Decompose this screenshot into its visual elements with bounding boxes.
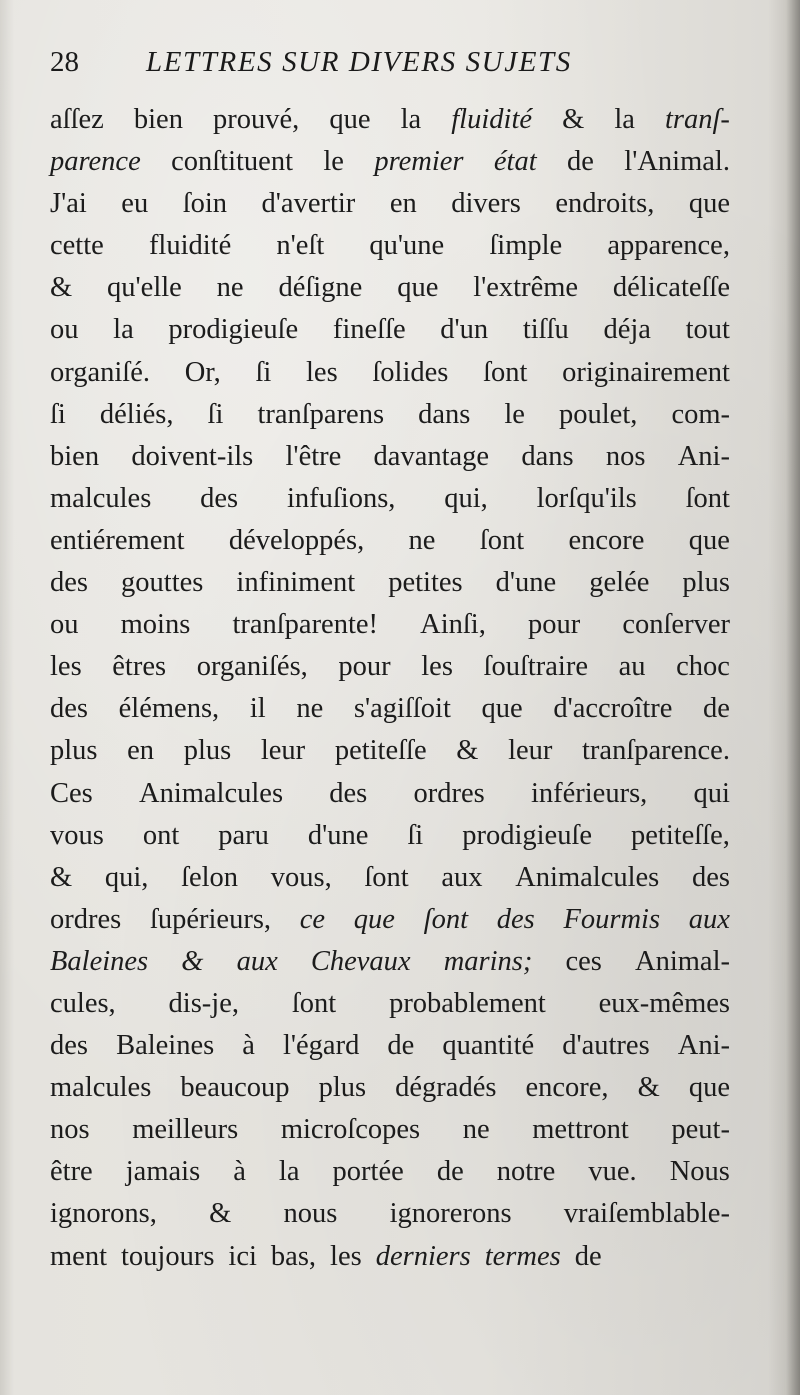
text-line: [50, 899, 730, 941]
word: divers: [451, 188, 521, 220]
word: l'extrême: [473, 272, 579, 304]
word: bien: [133, 104, 183, 135]
text-line: [50, 604, 730, 646]
word: eux-mêmes: [598, 987, 730, 1019]
word: prouvé,: [213, 104, 300, 135]
word: dégradés: [395, 1072, 497, 1104]
word: l'égard: [282, 1030, 360, 1062]
text-line: [50, 99, 730, 141]
word: déſigne: [278, 272, 363, 304]
word: Animal-: [635, 945, 730, 977]
word: probablement: [389, 987, 546, 1019]
text-line: [50, 520, 730, 562]
word: de: [387, 1030, 415, 1062]
text-line: [50, 730, 730, 772]
word: fluidité: [148, 230, 232, 262]
word: vous,: [270, 861, 332, 893]
word: ici: [228, 1240, 257, 1272]
word: Ainſi,: [420, 609, 486, 641]
word: vraiſemblable-: [563, 1198, 730, 1230]
word: ſont: [685, 482, 730, 514]
word: fineſſe: [332, 314, 406, 346]
word: dans: [521, 440, 574, 472]
running-head: LETTRES SUR DIVERS SUJETS: [146, 46, 572, 78]
word: &: [209, 1198, 232, 1230]
word: Fourmis: [563, 903, 661, 935]
word: conſtituent: [171, 146, 293, 178]
word: déja: [603, 314, 651, 346]
word: petites: [388, 567, 463, 599]
word: ſi: [255, 356, 272, 388]
word: ſont: [291, 987, 337, 1019]
word: moins: [120, 609, 191, 641]
word: jamais: [125, 1156, 201, 1188]
word: d'autres: [562, 1030, 650, 1062]
word: Ani-: [677, 440, 730, 472]
word: d'accroître: [553, 693, 673, 725]
word: la: [400, 104, 422, 135]
word: nous: [283, 1198, 338, 1230]
word: s'agiſſoit: [353, 693, 451, 725]
word: de: [436, 1156, 464, 1188]
word: des: [329, 777, 368, 809]
word: quantité: [442, 1030, 535, 1062]
word: à: [242, 1030, 255, 1062]
word: aſſez: [50, 104, 104, 135]
word: que: [481, 693, 523, 725]
word: ſi: [50, 398, 66, 430]
word: &: [50, 861, 73, 893]
word: ne: [408, 524, 436, 556]
word: ſont: [483, 356, 528, 388]
word: peut-: [671, 1114, 730, 1146]
word: ignorons,: [50, 1198, 157, 1230]
page-header: [50, 42, 740, 82]
word: ne: [216, 272, 244, 304]
word: tranſparens: [257, 398, 385, 430]
word: que: [688, 1072, 730, 1104]
word: poulet,: [559, 398, 638, 430]
word: mettront: [532, 1114, 629, 1146]
word: état: [493, 146, 537, 178]
word: ſont: [479, 524, 525, 556]
word: leur: [260, 735, 306, 767]
text-line: [50, 1193, 730, 1235]
word: aux: [236, 945, 278, 977]
word: meilleurs: [132, 1114, 239, 1146]
word: la: [278, 1156, 300, 1188]
word: ou: [50, 609, 79, 641]
word: que: [329, 104, 371, 135]
word: malcules: [50, 482, 152, 514]
word: de: [574, 1240, 602, 1272]
word: le: [504, 398, 525, 430]
word: portée: [332, 1156, 404, 1188]
word: ſoin: [182, 188, 228, 220]
word: d'une: [307, 819, 369, 851]
text-line: [50, 267, 730, 309]
word: ce: [299, 903, 326, 935]
word: choc: [676, 651, 730, 683]
word: ordres: [50, 903, 122, 935]
word: de: [567, 146, 594, 178]
word: nos: [605, 440, 646, 472]
text-line: [50, 983, 730, 1025]
word: leur: [508, 735, 553, 767]
word: gelée: [589, 567, 650, 599]
word: &: [50, 272, 73, 304]
word: plus: [318, 1072, 367, 1104]
word: entiérement: [50, 524, 185, 556]
word: développés,: [228, 524, 365, 556]
word: prodigieuſe: [168, 314, 299, 346]
word: des: [50, 567, 88, 599]
word: au: [618, 651, 646, 683]
text-line: [50, 688, 730, 730]
word: aux: [688, 903, 730, 935]
text-line: [50, 394, 730, 436]
word: J'ai: [50, 188, 87, 220]
word: &: [181, 945, 204, 977]
word: ſelon: [181, 861, 239, 893]
word: malcules: [50, 1072, 152, 1104]
word: Baleines: [50, 945, 149, 977]
word: des: [496, 903, 535, 935]
word: ordres: [413, 777, 485, 809]
word: infiniment: [236, 567, 356, 599]
word: &: [637, 1072, 660, 1104]
word: que: [353, 903, 395, 935]
word: Nous: [669, 1156, 730, 1188]
word: ſont: [364, 861, 409, 893]
word: nos: [50, 1114, 90, 1146]
word: ſont: [423, 903, 469, 935]
word: plus: [50, 735, 98, 767]
word: en: [127, 735, 155, 767]
text-line: [50, 1025, 730, 1067]
word: com-: [671, 398, 730, 430]
word: vous: [50, 819, 104, 851]
word: infuſions,: [286, 482, 396, 514]
word: qu'une: [369, 230, 445, 262]
word: encore: [568, 524, 645, 556]
word: des: [200, 482, 239, 514]
word: êtres: [112, 651, 167, 683]
word: bas,: [270, 1240, 317, 1272]
page-number: 28: [50, 46, 79, 78]
word: qu'elle: [107, 272, 182, 304]
text-line: [50, 183, 730, 225]
word: l'Animal.: [624, 146, 730, 178]
word: ment: [50, 1240, 107, 1272]
word: prodigieuſe: [462, 819, 593, 851]
word: Ani-: [677, 1030, 730, 1062]
word: l'être: [285, 440, 342, 472]
word: des: [691, 861, 730, 893]
word: déliés,: [99, 398, 174, 430]
text-line: [50, 352, 730, 394]
word: pour: [338, 651, 391, 683]
word: tranſ-: [665, 104, 730, 135]
word: petiteſſe: [334, 735, 427, 767]
word: gouttes: [121, 567, 204, 599]
word: paru: [218, 819, 269, 851]
word: derniers: [375, 1240, 471, 1272]
word: &: [456, 735, 479, 767]
text-line: [50, 309, 730, 351]
word: d'une: [495, 567, 557, 599]
word: apparence,: [607, 230, 730, 262]
text-line: [50, 1151, 730, 1193]
word: doivent-ils: [131, 440, 254, 472]
text-line: [50, 857, 730, 899]
text-line: [50, 225, 730, 267]
word: Animalcules: [138, 777, 284, 809]
word: tout: [685, 314, 730, 346]
word: ſi: [407, 819, 424, 851]
word: d'un: [440, 314, 489, 346]
word: &: [562, 104, 585, 135]
word: ſolides: [372, 356, 449, 388]
word: cules,: [50, 987, 116, 1019]
word: qui: [693, 777, 730, 809]
word: premier: [374, 146, 464, 178]
word: il: [249, 693, 266, 725]
word: vue.: [588, 1156, 637, 1188]
word: termes: [484, 1240, 561, 1272]
word: pour: [527, 609, 581, 641]
word: davantage: [373, 440, 490, 472]
word: des: [50, 693, 88, 725]
text-line: [50, 941, 730, 983]
text-line: [50, 478, 730, 520]
text-line: [50, 141, 730, 183]
word: de: [703, 693, 730, 725]
word: Or,: [184, 356, 221, 388]
text-line: [50, 1236, 730, 1278]
word: ſouſtraire: [483, 651, 588, 683]
word: n'eſt: [276, 230, 325, 262]
word: beaucoup: [180, 1072, 290, 1104]
text-line: [50, 562, 730, 604]
word: encore,: [525, 1072, 609, 1104]
word: ces: [565, 945, 602, 977]
text-line: [50, 815, 730, 857]
word: les: [330, 1240, 362, 1272]
word: que: [397, 272, 439, 304]
word: organiſé.: [50, 356, 150, 388]
word: originairement: [562, 356, 730, 388]
word: plus: [183, 735, 232, 767]
word: tranſparence.: [582, 735, 730, 767]
word: le: [323, 146, 344, 178]
word: être: [50, 1156, 93, 1188]
word: ignorerons: [389, 1198, 512, 1230]
word: Chevaux: [310, 945, 411, 977]
word: les: [306, 356, 338, 388]
text-line: [50, 436, 730, 478]
word: d'avertir: [261, 188, 356, 220]
word: en: [389, 188, 417, 220]
page-edge-shadow: [786, 0, 800, 1395]
text-line: [50, 773, 730, 815]
word: dis-je,: [168, 987, 239, 1019]
text-line: [50, 646, 730, 688]
word: petiteſſe,: [631, 819, 730, 851]
word: les: [50, 651, 82, 683]
word: dans: [418, 398, 471, 430]
text-line: [50, 1109, 730, 1151]
word: les: [421, 651, 453, 683]
word: ſi: [207, 398, 224, 430]
word: à: [233, 1156, 246, 1188]
word: fluidité: [451, 104, 533, 135]
word: tiſſu: [522, 314, 569, 346]
word: des: [50, 1030, 88, 1062]
word: bien: [50, 440, 100, 472]
body-text: [50, 99, 730, 1278]
word: que: [688, 188, 730, 220]
word: Baleines: [116, 1030, 215, 1062]
word: notre: [496, 1156, 556, 1188]
word: organiſés,: [196, 651, 308, 683]
word: toujours: [121, 1240, 215, 1272]
word: microſcopes: [280, 1114, 421, 1146]
word: qui,: [444, 482, 488, 514]
word: lorſqu'ils: [536, 482, 637, 514]
word: plus: [682, 567, 730, 599]
word: que: [688, 524, 730, 556]
text-line: [50, 1067, 730, 1109]
word: ou: [50, 314, 79, 346]
word: aux: [441, 861, 483, 893]
word: ne: [296, 693, 324, 725]
word: eu: [121, 188, 149, 220]
word: Ces: [50, 777, 93, 809]
word: ne: [462, 1114, 490, 1146]
word: parence: [50, 146, 141, 178]
word: Animalcules: [515, 861, 660, 893]
word: qui,: [104, 861, 149, 893]
word: marins;: [443, 945, 533, 977]
word: la: [614, 104, 635, 135]
word: délicateſſe: [612, 272, 730, 304]
word: endroits,: [555, 188, 655, 220]
word: la: [113, 314, 134, 346]
word: ſupérieurs,: [149, 903, 272, 935]
word: cette: [50, 230, 104, 262]
word: ſimple: [489, 230, 563, 262]
word: élémens,: [118, 693, 220, 725]
word: conſerver: [622, 609, 730, 641]
word: ont: [142, 819, 180, 851]
word: tranſparente!: [232, 609, 379, 641]
word: inférieurs,: [530, 777, 648, 809]
